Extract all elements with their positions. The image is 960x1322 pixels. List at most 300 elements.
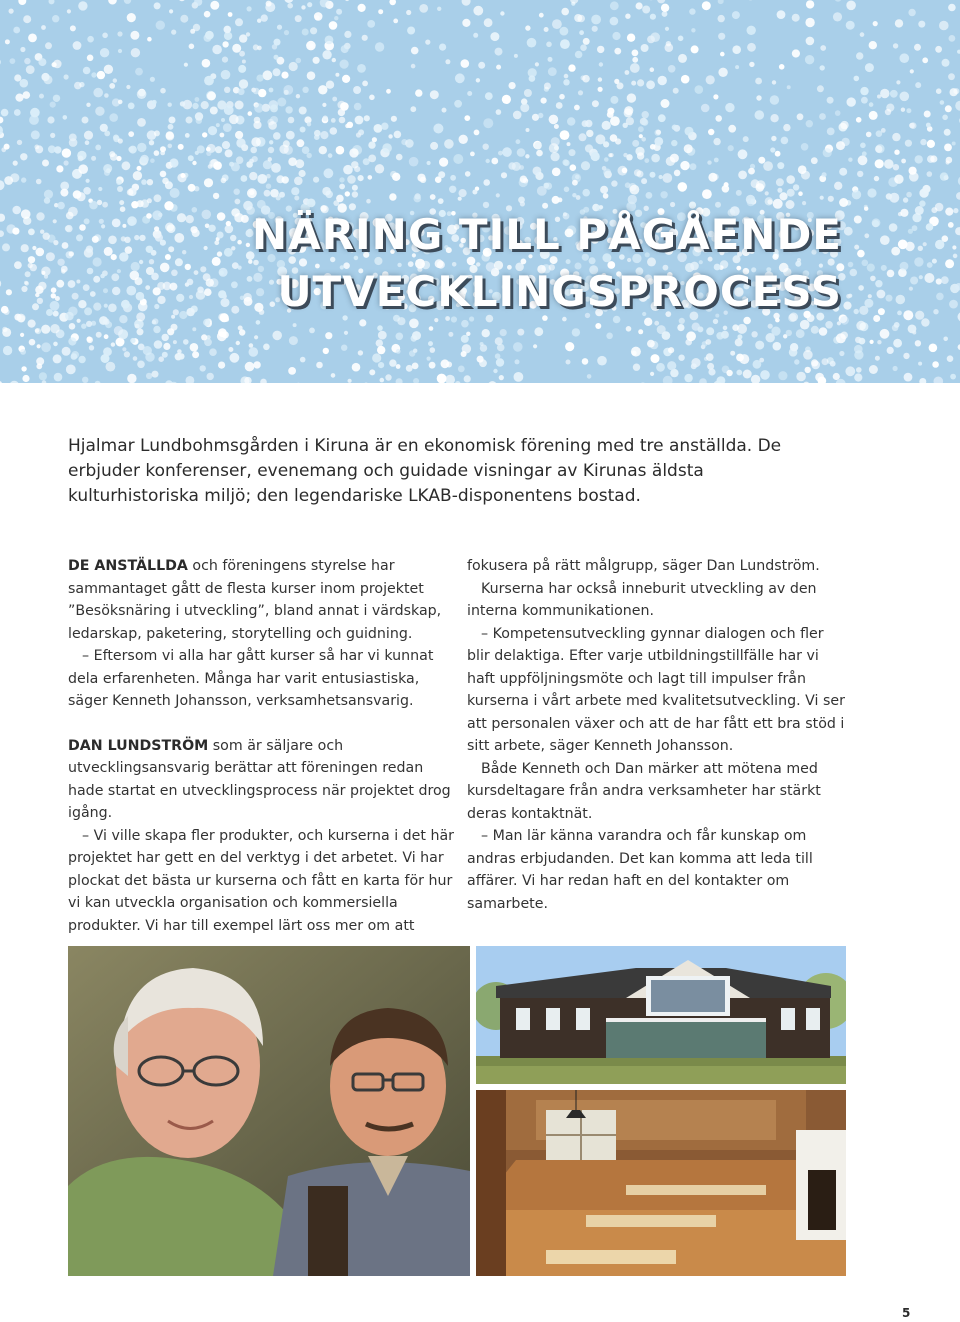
pattern-dot bbox=[560, 27, 569, 36]
pattern-dot bbox=[345, 191, 350, 196]
pattern-dot bbox=[525, 25, 530, 30]
pattern-dot bbox=[9, 9, 14, 14]
pattern-dot bbox=[708, 173, 717, 182]
pattern-dot bbox=[714, 158, 719, 163]
pattern-dot bbox=[344, 31, 351, 38]
pattern-dot bbox=[91, 72, 96, 77]
pattern-dot bbox=[231, 246, 235, 250]
pattern-dot bbox=[168, 246, 174, 252]
pattern-dot bbox=[862, 151, 867, 156]
pattern-dot bbox=[260, 379, 267, 383]
pattern-dot bbox=[708, 129, 714, 135]
pattern-dot bbox=[145, 285, 150, 290]
pattern-dot bbox=[104, 247, 113, 256]
pattern-dot bbox=[624, 106, 633, 115]
pattern-dot bbox=[212, 45, 222, 55]
pattern-dot bbox=[592, 26, 598, 32]
pattern-dot bbox=[76, 234, 83, 241]
pattern-dot bbox=[393, 19, 398, 24]
pattern-dot bbox=[341, 45, 349, 53]
pattern-dot bbox=[792, 49, 800, 57]
pattern-dot bbox=[109, 113, 118, 122]
pattern-dot bbox=[249, 172, 257, 180]
pattern-dot bbox=[217, 251, 222, 256]
pattern-dot bbox=[591, 152, 600, 161]
pattern-dot bbox=[237, 240, 242, 245]
pattern-dot bbox=[137, 89, 147, 99]
pattern-dot bbox=[517, 148, 526, 157]
pattern-dot bbox=[137, 328, 144, 335]
pattern-dot bbox=[419, 4, 428, 13]
pattern-dot bbox=[44, 190, 53, 199]
pattern-dot bbox=[724, 182, 729, 187]
pattern-dot bbox=[482, 329, 490, 337]
pattern-dot bbox=[307, 122, 311, 126]
pattern-dot bbox=[574, 105, 580, 111]
pattern-dot bbox=[577, 15, 585, 23]
pattern-dot bbox=[854, 350, 863, 359]
pattern-dot bbox=[174, 233, 184, 243]
pattern-dot bbox=[642, 6, 650, 14]
pattern-dot bbox=[854, 245, 859, 250]
pattern-dot bbox=[26, 65, 35, 74]
pattern-dot bbox=[858, 155, 868, 165]
pattern-dot bbox=[284, 90, 289, 95]
pattern-dot bbox=[4, 309, 10, 315]
pattern-dot bbox=[60, 189, 68, 197]
pattern-dot bbox=[93, 276, 100, 283]
pattern-dot bbox=[545, 183, 552, 190]
pattern-dot bbox=[195, 97, 200, 102]
pattern-dot bbox=[944, 144, 952, 152]
pattern-dot bbox=[130, 31, 139, 40]
pattern-dot bbox=[924, 273, 934, 283]
pattern-dot bbox=[872, 218, 881, 227]
pattern-dot bbox=[56, 280, 64, 288]
pattern-dot bbox=[185, 264, 191, 270]
pattern-dot bbox=[74, 82, 82, 90]
pattern-dot bbox=[943, 337, 948, 342]
pattern-dot bbox=[735, 65, 739, 69]
pattern-dot bbox=[459, 189, 467, 197]
pattern-dot bbox=[660, 191, 667, 198]
pattern-dot bbox=[847, 97, 856, 106]
pattern-dot bbox=[182, 250, 186, 254]
pattern-dot bbox=[770, 114, 778, 122]
pattern-dot bbox=[915, 82, 921, 88]
pattern-dot bbox=[238, 88, 245, 95]
pattern-dot bbox=[69, 323, 76, 330]
pattern-dot bbox=[541, 98, 547, 104]
pattern-dot bbox=[220, 133, 225, 138]
pattern-dot bbox=[598, 77, 602, 81]
pattern-dot bbox=[154, 340, 163, 349]
pattern-dot bbox=[427, 357, 431, 361]
pattern-dot bbox=[856, 52, 863, 59]
pattern-dot bbox=[470, 152, 475, 157]
pattern-dot bbox=[268, 121, 277, 130]
pattern-dot bbox=[49, 0, 55, 4]
pattern-dot bbox=[502, 147, 512, 157]
pattern-dot bbox=[803, 382, 810, 383]
pattern-dot bbox=[869, 41, 877, 49]
pattern-dot bbox=[606, 333, 613, 340]
pattern-dot bbox=[948, 222, 954, 228]
pattern-dot bbox=[598, 87, 603, 92]
pattern-dot bbox=[927, 171, 933, 177]
pattern-dot bbox=[473, 6, 483, 16]
pattern-dot bbox=[221, 118, 225, 122]
pattern-dot bbox=[811, 359, 818, 366]
pattern-dot bbox=[241, 215, 249, 223]
pattern-dot bbox=[20, 79, 29, 88]
pattern-dot bbox=[414, 195, 422, 203]
intro-paragraph: Hjalmar Lundbohmsgården i Kiruna är en ekonomisk förening med tre anställda. De erbjuder konferenser, evenemang och guidade visningar av Kirunas äldsta kulturhistoriska miljö; den legendariske LKAB-disponentens bostad. bbox=[68, 436, 782, 506]
pattern-dot bbox=[765, 191, 769, 195]
pattern-dot bbox=[611, 180, 617, 186]
pattern-dot bbox=[935, 240, 944, 249]
pattern-dot bbox=[364, 115, 370, 121]
pattern-dot bbox=[430, 90, 439, 99]
pattern-dot bbox=[918, 362, 922, 366]
pattern-dot bbox=[869, 102, 874, 107]
pattern-dot bbox=[805, 367, 811, 373]
pattern-dot bbox=[380, 378, 385, 383]
pattern-dot bbox=[295, 15, 302, 22]
pattern-dot bbox=[603, 193, 609, 199]
pattern-dot bbox=[833, 373, 840, 380]
pattern-dot bbox=[725, 103, 734, 112]
pattern-dot bbox=[316, 362, 323, 369]
pattern-dot bbox=[444, 139, 454, 149]
pattern-dot bbox=[940, 100, 945, 105]
pattern-dot bbox=[353, 86, 361, 94]
pattern-dot bbox=[900, 262, 909, 271]
pattern-dot bbox=[835, 110, 841, 116]
pattern-dot bbox=[748, 168, 755, 175]
pattern-dot bbox=[910, 122, 917, 129]
pattern-dot bbox=[295, 159, 304, 168]
pattern-dot bbox=[53, 311, 59, 317]
pattern-dot bbox=[932, 259, 937, 264]
pattern-dot bbox=[473, 33, 478, 38]
paragraph-text: som är säljare och utvecklingsansvarig berättar att föreningen redan hade startat en utvecklingsprocess när projektet drog igång. bbox=[68, 737, 451, 821]
pattern-dot bbox=[200, 266, 206, 272]
pattern-dot bbox=[881, 128, 886, 133]
pattern-dot bbox=[497, 344, 505, 352]
pattern-dot bbox=[184, 63, 188, 67]
pattern-dot bbox=[663, 376, 673, 383]
pattern-dot bbox=[300, 357, 306, 363]
pattern-dot bbox=[873, 315, 880, 322]
pattern-dot bbox=[661, 99, 670, 108]
pattern-dot bbox=[345, 0, 349, 1]
pattern-dot bbox=[955, 227, 960, 235]
pattern-dot bbox=[201, 334, 207, 340]
pattern-dot bbox=[569, 149, 576, 156]
pattern-dot bbox=[563, 79, 569, 85]
pattern-dot bbox=[950, 374, 956, 380]
pattern-dot bbox=[331, 118, 336, 123]
pattern-dot bbox=[564, 74, 569, 79]
interior-photo bbox=[476, 1090, 846, 1276]
pattern-dot bbox=[646, 80, 655, 89]
pattern-dot bbox=[949, 300, 958, 309]
pattern-dot bbox=[870, 340, 874, 344]
pattern-dot bbox=[202, 210, 212, 220]
pattern-dot bbox=[893, 366, 898, 371]
pattern-dot bbox=[890, 90, 898, 98]
pattern-dot bbox=[249, 343, 254, 348]
pattern-dot bbox=[493, 369, 497, 373]
pattern-dot bbox=[289, 336, 298, 345]
pattern-dot bbox=[642, 111, 649, 118]
pattern-dot bbox=[171, 29, 176, 34]
pattern-dot bbox=[121, 236, 126, 241]
pattern-dot bbox=[786, 330, 792, 336]
pattern-dot bbox=[732, 45, 741, 54]
pattern-dot bbox=[743, 136, 749, 142]
pattern-dot bbox=[466, 332, 470, 336]
pattern-dot bbox=[391, 116, 397, 122]
pattern-dot bbox=[458, 366, 465, 373]
pattern-dot bbox=[154, 304, 159, 309]
pattern-dot bbox=[862, 260, 869, 267]
pattern-dot bbox=[903, 353, 909, 359]
pattern-dot bbox=[130, 338, 135, 343]
pattern-dot bbox=[220, 313, 229, 322]
pattern-dot bbox=[30, 264, 37, 271]
pattern-dot bbox=[678, 54, 687, 63]
pattern-dot bbox=[852, 190, 861, 199]
pattern-dot bbox=[319, 146, 327, 154]
pattern-dot bbox=[779, 192, 787, 200]
pattern-dot bbox=[567, 142, 571, 146]
pattern-dot bbox=[307, 71, 316, 80]
pattern-dot bbox=[239, 79, 248, 88]
pattern-dot bbox=[30, 108, 40, 118]
pattern-dot bbox=[225, 149, 233, 157]
pattern-dot bbox=[339, 184, 345, 190]
pattern-dot bbox=[582, 120, 589, 127]
pattern-dot bbox=[747, 26, 756, 35]
pattern-dot bbox=[22, 375, 29, 382]
pattern-dot bbox=[777, 162, 784, 169]
pattern-dot bbox=[854, 309, 859, 314]
pattern-dot bbox=[162, 334, 169, 341]
pattern-dot bbox=[134, 235, 139, 240]
pattern-dot bbox=[755, 341, 764, 350]
pattern-dot bbox=[190, 343, 199, 352]
pattern-dot bbox=[603, 141, 609, 147]
pattern-dot bbox=[15, 94, 23, 102]
pattern-dot bbox=[658, 114, 666, 122]
pattern-dot bbox=[884, 159, 894, 169]
pattern-dot bbox=[875, 356, 880, 361]
header-pattern-banner bbox=[0, 0, 960, 383]
pattern-dot bbox=[706, 327, 714, 335]
pattern-dot bbox=[940, 172, 948, 180]
pattern-dot bbox=[850, 269, 858, 277]
pattern-dot bbox=[860, 143, 866, 149]
pattern-dot bbox=[572, 193, 576, 197]
pattern-dot bbox=[686, 331, 696, 341]
pattern-dot bbox=[945, 105, 952, 112]
pattern-dot bbox=[462, 0, 471, 6]
pattern-dot bbox=[247, 6, 252, 11]
pattern-dot bbox=[887, 347, 894, 354]
pattern-dot bbox=[476, 78, 480, 82]
pattern-dot bbox=[51, 287, 57, 293]
pattern-dot bbox=[656, 130, 661, 135]
dot-pattern bbox=[0, 0, 960, 383]
pattern-dot bbox=[313, 57, 320, 64]
pattern-dot bbox=[352, 191, 358, 197]
pattern-dot bbox=[273, 68, 281, 76]
pattern-dot bbox=[251, 137, 261, 147]
pattern-dot bbox=[156, 21, 165, 30]
pattern-dot bbox=[396, 378, 403, 383]
pattern-dot bbox=[202, 59, 211, 68]
pattern-dot bbox=[149, 140, 154, 145]
pattern-dot bbox=[47, 116, 54, 123]
pattern-dot bbox=[87, 55, 94, 62]
pattern-dot bbox=[413, 349, 417, 353]
pattern-dot bbox=[104, 170, 110, 176]
pattern-dot bbox=[340, 102, 349, 111]
pattern-dot bbox=[194, 270, 199, 275]
pattern-dot bbox=[921, 318, 929, 326]
pattern-dot bbox=[368, 175, 373, 180]
pattern-dot bbox=[880, 235, 890, 245]
pattern-dot bbox=[840, 332, 848, 340]
pattern-dot bbox=[24, 58, 30, 64]
pattern-dot bbox=[104, 65, 113, 74]
pattern-dot bbox=[886, 295, 893, 302]
pattern-dot bbox=[17, 140, 22, 145]
pattern-dot bbox=[86, 179, 90, 183]
pattern-dot bbox=[549, 143, 559, 153]
pattern-dot bbox=[153, 326, 160, 333]
pattern-dot bbox=[559, 94, 565, 100]
pattern-dot bbox=[55, 296, 60, 301]
pattern-dot bbox=[343, 165, 353, 175]
pattern-dot bbox=[893, 339, 902, 348]
pattern-dot bbox=[625, 182, 631, 188]
pattern-dot bbox=[344, 331, 348, 335]
pattern-dot bbox=[439, 44, 446, 51]
pattern-dot bbox=[654, 137, 663, 146]
pattern-dot bbox=[66, 212, 74, 220]
pattern-dot bbox=[926, 123, 931, 128]
pattern-dot bbox=[906, 192, 912, 198]
pattern-dot bbox=[446, 362, 452, 368]
pattern-dot bbox=[204, 288, 212, 296]
pattern-dot bbox=[800, 320, 810, 330]
pattern-dot bbox=[341, 345, 347, 351]
pattern-dot bbox=[329, 21, 338, 30]
pattern-dot bbox=[483, 144, 489, 150]
pattern-dot bbox=[263, 70, 273, 80]
pattern-dot bbox=[478, 62, 485, 69]
pattern-dot bbox=[591, 15, 601, 25]
pattern-dot bbox=[689, 8, 695, 14]
pattern-dot bbox=[595, 323, 601, 329]
pattern-dot bbox=[41, 342, 51, 352]
pattern-dot bbox=[369, 369, 375, 375]
pattern-dot bbox=[207, 92, 216, 101]
pattern-dot bbox=[877, 340, 881, 344]
pattern-dot bbox=[369, 95, 375, 101]
pattern-dot bbox=[755, 78, 762, 85]
pattern-dot bbox=[592, 100, 599, 107]
pattern-dot bbox=[392, 173, 400, 181]
pattern-dot bbox=[429, 362, 436, 369]
pattern-dot bbox=[626, 326, 632, 332]
pattern-dot bbox=[636, 2, 643, 9]
pattern-dot bbox=[102, 33, 108, 39]
pattern-dot bbox=[918, 246, 923, 251]
pattern-dot bbox=[672, 125, 678, 131]
pattern-dot bbox=[417, 174, 425, 182]
pattern-dot bbox=[811, 326, 819, 334]
pattern-dot bbox=[878, 308, 885, 315]
pattern-dot bbox=[129, 146, 137, 154]
pattern-dot bbox=[68, 280, 76, 288]
quote-paragraph: – Man lär känna varandra och får kunskap om andras erbjudanden. Det kan komma att leda till affärer. Vi har redan haft en del kontakter om samarbete. bbox=[467, 828, 813, 912]
pattern-dot bbox=[41, 325, 50, 334]
pattern-dot bbox=[409, 157, 419, 167]
pattern-dot bbox=[627, 93, 636, 102]
pattern-dot bbox=[483, 179, 490, 186]
pattern-dot bbox=[819, 327, 828, 336]
pattern-dot bbox=[919, 275, 923, 279]
pattern-dot bbox=[536, 150, 543, 157]
pattern-dot bbox=[53, 354, 62, 363]
pattern-dot bbox=[124, 351, 130, 357]
pattern-dot bbox=[0, 214, 5, 222]
pattern-dot bbox=[186, 117, 193, 124]
pattern-dot bbox=[241, 175, 248, 182]
pattern-dot bbox=[894, 150, 899, 155]
pattern-dot bbox=[430, 142, 438, 150]
pattern-dot bbox=[53, 60, 62, 69]
pattern-dot bbox=[763, 161, 773, 171]
pattern-dot bbox=[723, 326, 728, 331]
pattern-dot bbox=[291, 187, 299, 195]
pattern-dot bbox=[579, 30, 584, 35]
pattern-dot bbox=[95, 145, 101, 151]
pattern-dot bbox=[673, 88, 679, 94]
pattern-dot bbox=[150, 77, 155, 82]
pattern-dot bbox=[947, 355, 954, 362]
pattern-dot bbox=[438, 198, 444, 204]
pattern-dot bbox=[44, 197, 50, 203]
pattern-dot bbox=[894, 175, 903, 184]
pattern-dot bbox=[324, 168, 334, 178]
pattern-dot bbox=[941, 276, 949, 284]
pattern-dot bbox=[914, 44, 921, 51]
pattern-dot bbox=[54, 373, 63, 382]
title-line-2: UTVECKLINGSPROCESS bbox=[277, 267, 842, 316]
pattern-dot bbox=[78, 156, 84, 162]
pattern-dot bbox=[76, 280, 80, 284]
pattern-dot bbox=[287, 3, 293, 9]
pattern-dot bbox=[427, 161, 431, 165]
pattern-dot bbox=[396, 349, 401, 354]
pattern-dot bbox=[336, 146, 345, 155]
pattern-dot bbox=[514, 54, 518, 58]
